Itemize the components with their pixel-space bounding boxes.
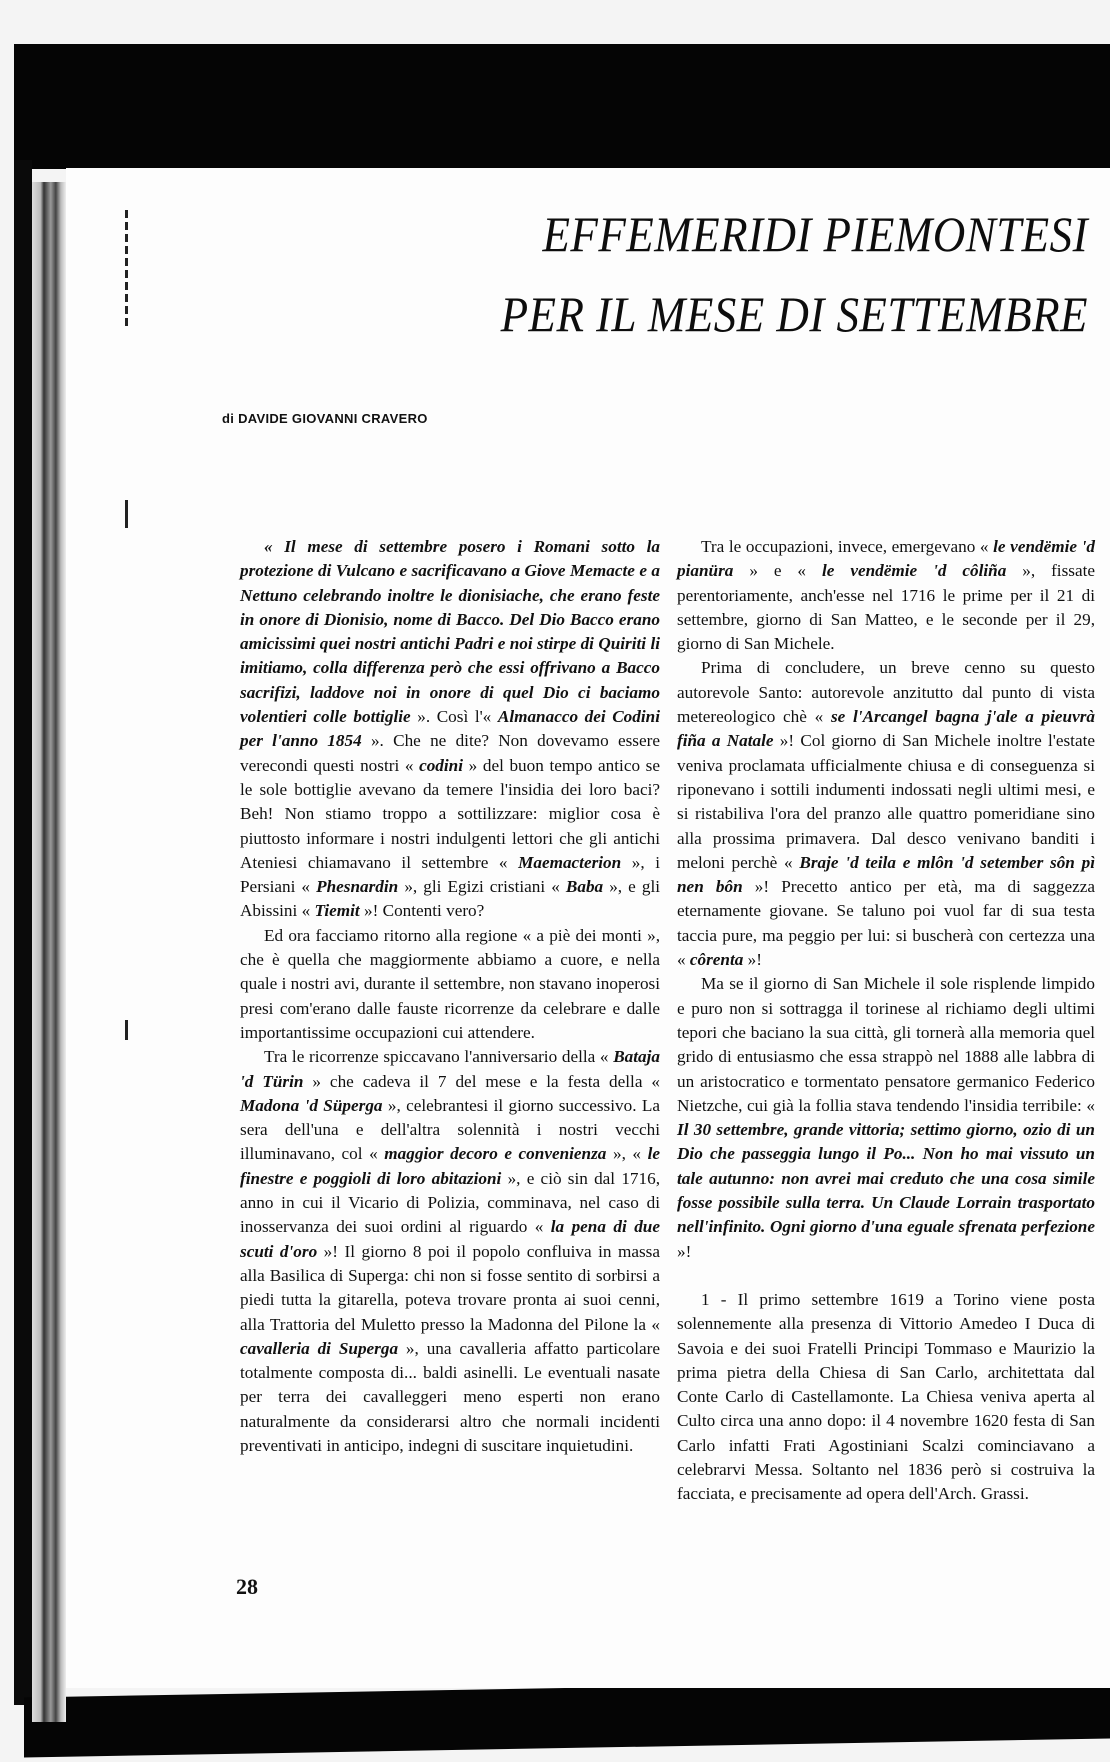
article-title-line1: EFFEMERIDI PIEMONTESI: [542, 206, 1088, 262]
right-column: [677, 535, 1095, 1507]
scan-border-top: [14, 44, 1110, 169]
text-run: »! Contenti vero?: [359, 901, 485, 921]
italic-quote: Tiemit: [314, 901, 360, 921]
text-run: », gli Egizi cristiani «: [398, 877, 566, 897]
italic-quote: Madona 'd Süperga: [240, 1095, 383, 1115]
italic-quote: le vendëmie 'd côliña: [821, 561, 1007, 581]
italic-quote: Almanacco dei Codini per l'anno 1854: [240, 707, 660, 751]
text-run: »! Precetto antico per età, ma di saggezza eternamente giovane. Se taluno poi vuol far di sua testa taccia pure, ma peggio per lui: si buscherà con certezza una «: [677, 877, 1095, 970]
text-run: Prima di concludere, un breve cenno su questo autorevole Santo: autorevole anzitutto dal punto di vista metereologico chè «: [677, 658, 1095, 727]
text-run: », celebrantesi il giorno successivo. La sera dell'una e dell'altra solennità i nostri vecchi illuminavano, col «: [240, 1095, 660, 1164]
margin-mark: [125, 500, 128, 528]
page-number: 28: [236, 1574, 258, 1599]
italic-quote: se l'Arcangel bagna j'ale a pieuvrà fiña a Natale: [677, 707, 1095, 751]
text-run: »!: [743, 950, 762, 970]
margin-mark: [125, 1020, 128, 1040]
italic-quote: cavalleria di Superga: [240, 1338, 399, 1358]
text-run: » che cadeva il 7 del mese e la festa della «: [303, 1071, 661, 1091]
paragraph: [677, 656, 1095, 972]
paragraph: [677, 972, 1095, 1264]
italic-quote: Bataja 'd Türin: [240, 1047, 660, 1091]
margin-marks: [125, 210, 128, 330]
text-run: » del buon tempo antico se le sole bottiglie avevano da temere l'insidia dei loro baci? Beh! Non stiamo troppo a sottilizzare: miglior cosa è piuttosto informare i nostri indulgenti lettori che gli antichi Ateniesi chiamavano il settembre «: [240, 755, 660, 872]
italic-quote: côrenta: [689, 950, 744, 970]
italic-quote: Braje 'd teila e mlôn 'd setember sôn pì nen bôn: [677, 852, 1095, 897]
italic-quote: maggior decoro e convenienza: [384, 1144, 607, 1164]
paragraph-entry-1: 1 - Il primo settembre 1619 a Torino viene posta solennemente alla presenza di Vittorio Amedeo I Duca di Savoia e dei suoi Fratelli Principi Tommaso e Maurizio la prima pietra della Chiesa di San Carlo, architettata dal Conte Carlo di Castellamonte. La Chiesa veniva aperta al Culto circa una anno dopo: il 4 novembre 1620 festa di San Carlo infatti Frati Agostiniani Scalzi cominciavano a celebrarvi Messa. Soltanto nel 1836 però si costruiva la facciata, e precisamente ad opera dell'Arch. Grassi.: [677, 1289, 1095, 1504]
italic-quote: Il 30 settembre, grande vittoria; settimo giorno, ozio di un Dio che passeggia lungo il Po... Non ho mai vissuto un tale autunno: non avrei mai creduto che una cosa simile fosse possibile sulla terra. Un Claude Lorrain trasportato nell'infinito. Ogni giorno d'una eguale sfrenata perfezione: [677, 1120, 1095, 1237]
text-run: »! Il giorno 8 poi il popolo confluiva in massa alla Basilica di Superga: chi non si fosse sentito di sorbirsi a piedi tutta la gitarella, poteva trovare pronta ai suoi cenni, alla Trattoria del Muletto presso la Madonna del Pilone la «: [240, 1241, 660, 1334]
paragraph: [240, 1045, 660, 1458]
italic-quote: codini: [419, 755, 463, 775]
scan-border-left: [14, 160, 32, 1705]
left-column: [240, 535, 660, 1458]
italic-quote: le finestre e poggioli di loro abitazioni: [240, 1144, 660, 1188]
text-run: », e gli Abissini «: [240, 877, 660, 921]
text-run: »!: [677, 1241, 692, 1261]
text-run: » e «: [733, 561, 822, 581]
text-run: »! Col giorno di San Michele inoltre l'estate veniva proclamata ufficialmente chiusa e di conseguenza si riponevano i sottili indumenti indossati negli ultimi mesi, e si ristabiliva l'ora del pranzo alle quattro pomeridiane sino alla prossima primavera. Dal desco venivano banditi i meloni perchè «: [677, 731, 1095, 872]
text-run: », fissate perentoriamente, anch'esse nel 1716 le prime per il 21 di settembre, giorno di San Matteo, e le seconde per il 29, giorno di San Michele.: [677, 561, 1095, 654]
italic-quote: Phesnardin: [316, 877, 399, 897]
text-run: », i Persiani «: [240, 852, 660, 897]
article-byline: di DAVIDE GIOVANNI CRAVERO: [222, 411, 428, 426]
paragraph: [240, 535, 660, 924]
text-run: », una cavalleria affatto particolare totalmente composta di... baldi asinelli. Le eventuali nasate per terra dei cavalleggeri meno esperti non erano naturalmente da considerarsi altro che normali incidenti preventivati in anticipo, indegni di suscitare inquietudini.: [240, 1338, 660, 1455]
article-title-line2: PER IL MESE DI SETTEMBRE: [500, 286, 1088, 342]
italic-quote: Maemacterion: [518, 852, 622, 872]
italic-quote: la pena di due scuti d'oro: [240, 1217, 660, 1261]
text-run: Tra le ricorrenze spiccavano l'anniversario della «: [264, 1047, 614, 1067]
italic-quote: le vendëmie 'd pianüra: [677, 537, 1095, 581]
scan-border-notch: [1080, 140, 1110, 165]
scan-border-bottom: [24, 1679, 1110, 1758]
italic-quote: Baba: [565, 877, 604, 897]
text-run: Ma se il giorno di San Michele il sole risplende limpido e puro non si sottragga il torinese al richiamo degli ultimi tepori che baciano la sua città, gli tornerà alla memoria quel grido di entusiasmo che essa strappò nel 1888 alle labbra di un aristocratico e tormentato pensatore germanico Federico Nietzche, cui già la follia stava tendendo l'insidia terribile: «: [677, 974, 1095, 1115]
italic-quote: « Il mese di settembre posero i Romani sotto la protezione di Vulcano e sacrificavano a Giove Memacte e a Nettuno celebrando inoltre le dionisiache, che erano feste in onore di Dionisio, nome di Bacco. Del Dio Bacco erano amicissimi quei nostri antichi Padri e noi stirpe di Quiriti li imitiamo, colla differenza però che essi offrivano a Bacco sacrifizi, laddove noi in onore di quel Dio ci baciamo volentieri colle bottiglie: [240, 537, 660, 727]
paragraph: Ed ora facciamo ritorno alla regione « a piè dei monti », che è quella che maggiormente abbiamo a cuore, e nella quale i nostri avi, durante il settembre, non stavano inoperosi presi com'erano dalle fauste ricorrenze da celebrare e dalle importantissime occupazioni cui attendere.: [240, 925, 660, 1042]
text-run: », «: [606, 1144, 648, 1164]
paragraph: [677, 535, 1095, 656]
book-binding-edge: [32, 182, 66, 1722]
text-run: ». Così l'«: [410, 707, 498, 727]
text-run: », e ciò sin dal 1716, anno in cui il Vicario di Polizia, comminava, nel caso di inosservanza dei suoi ordini al riguardo «: [240, 1168, 660, 1237]
text-run: ». Che ne dite? Non dovevamo essere verecondi questi nostri «: [240, 731, 660, 775]
text-run: Tra le occupazioni, invece, emergevano «: [701, 537, 994, 556]
